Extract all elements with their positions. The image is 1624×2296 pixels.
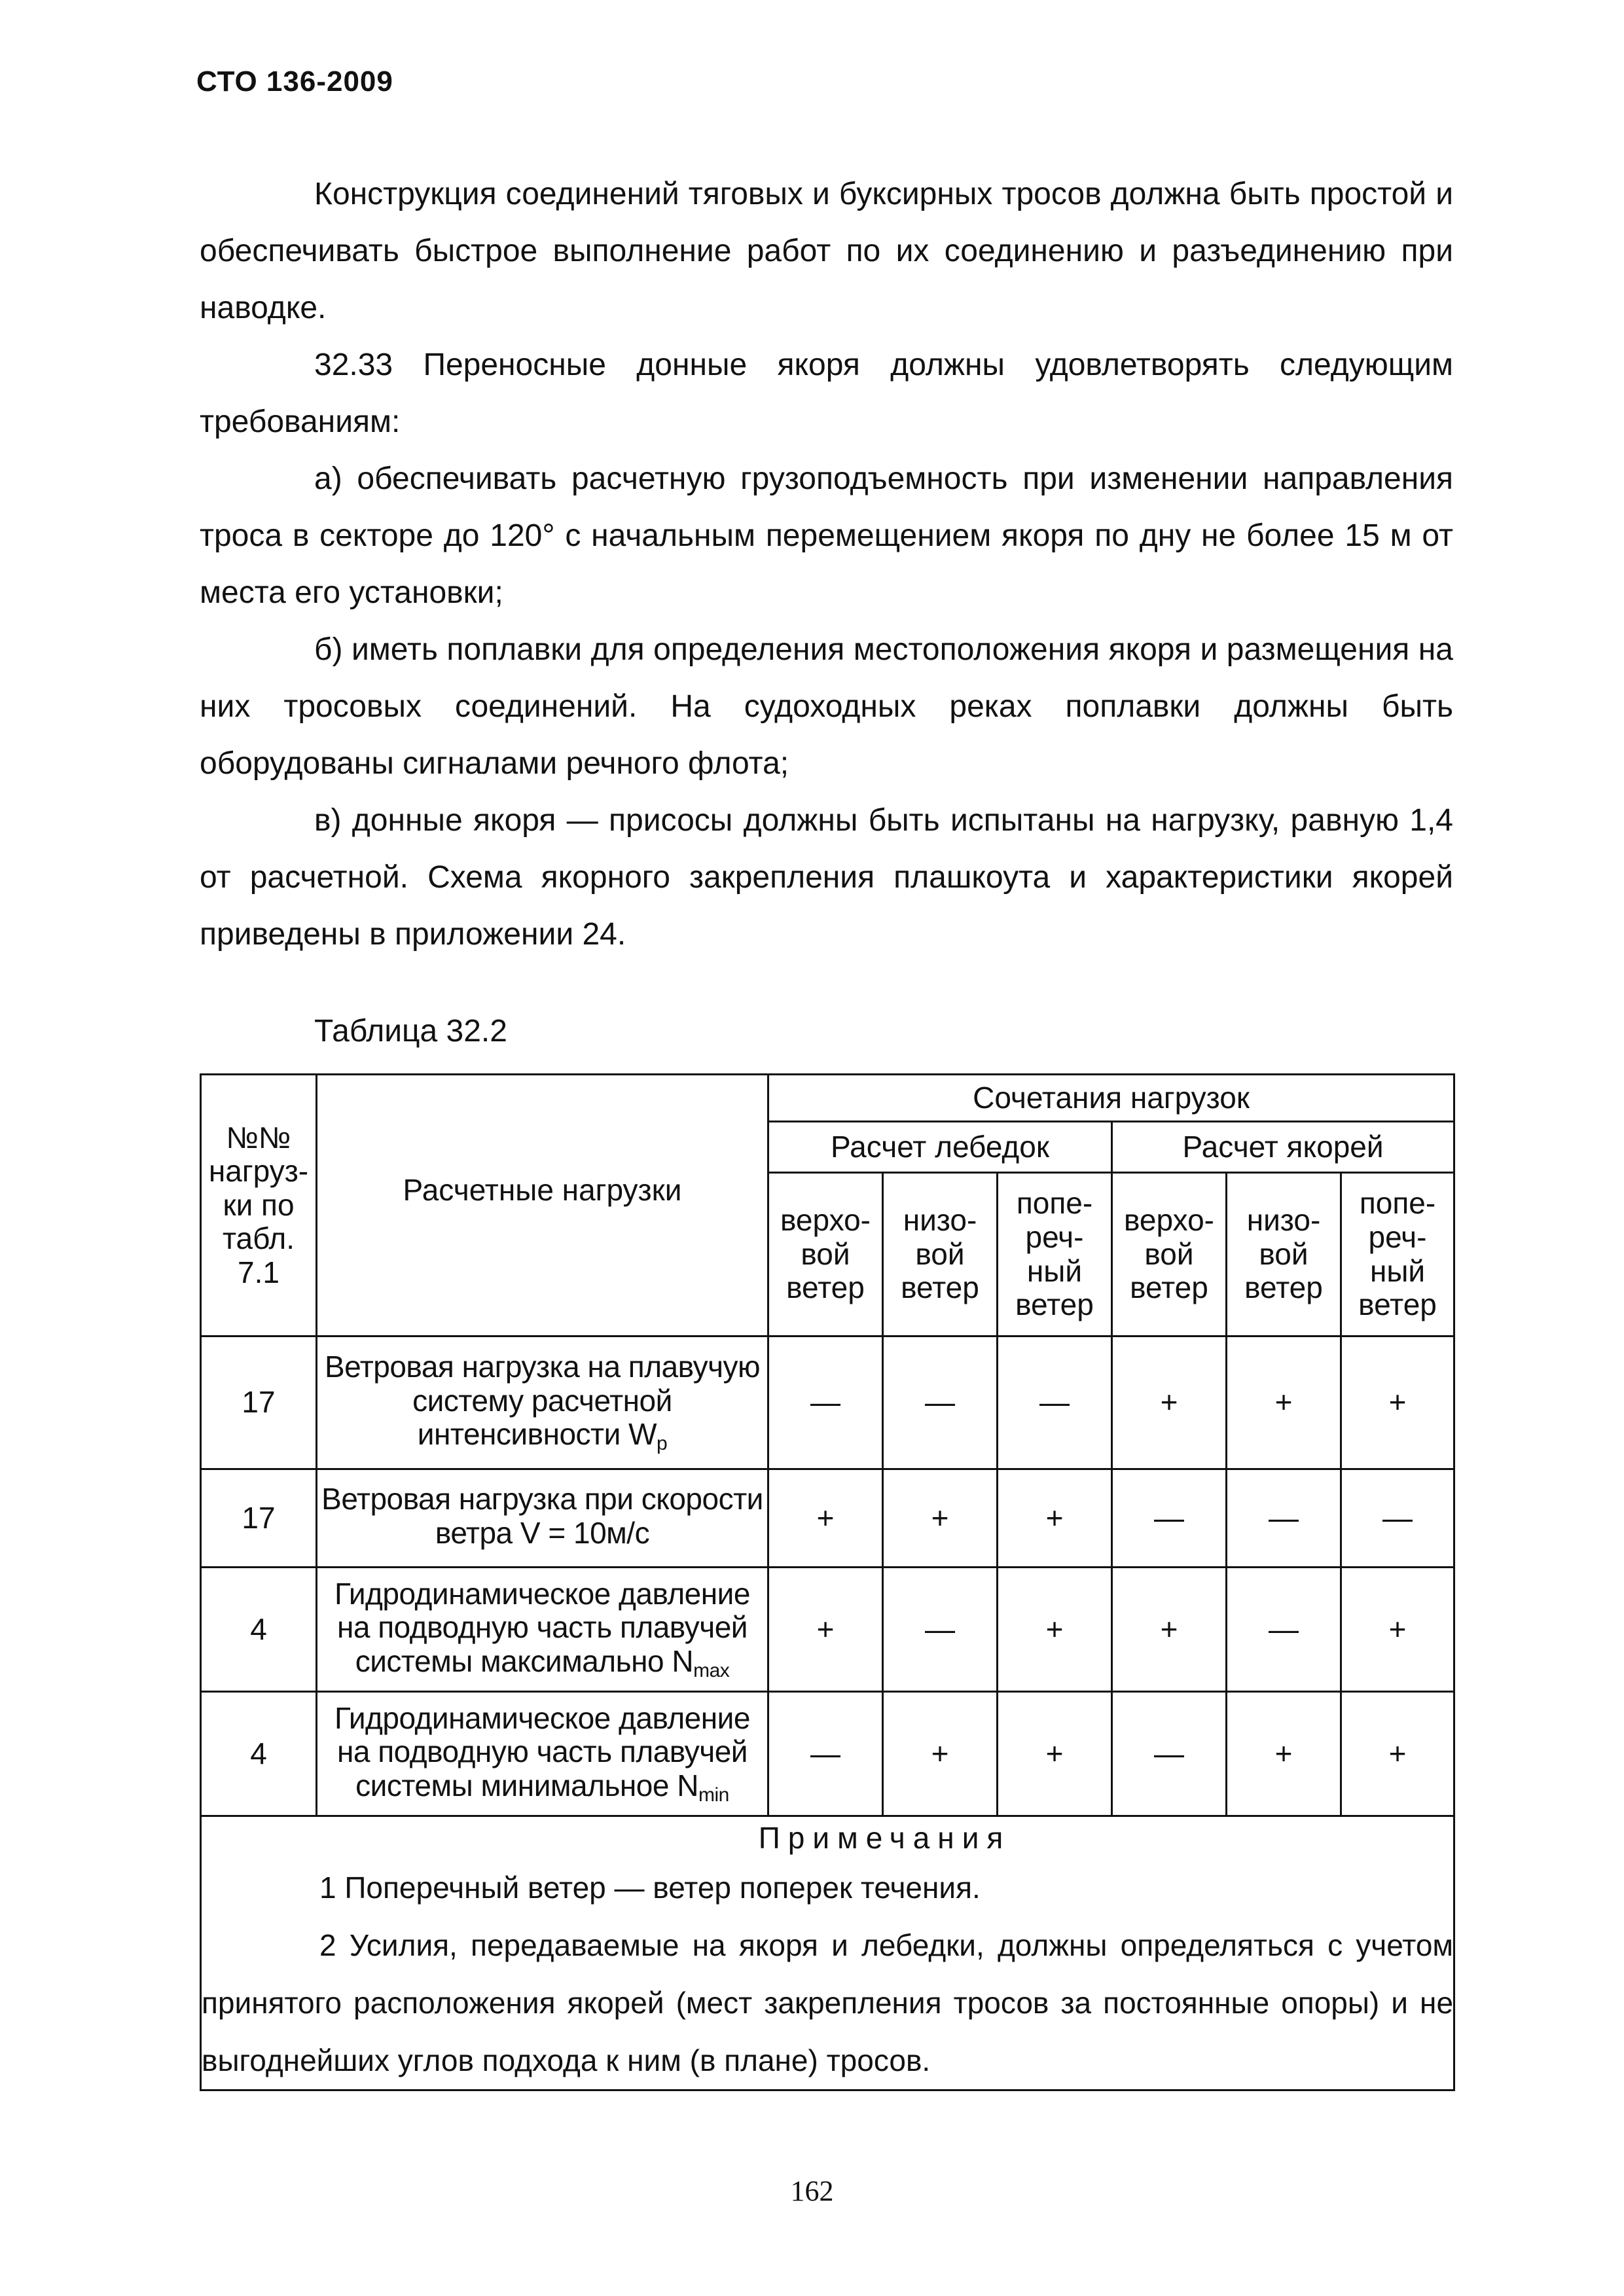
paragraph: 32.33 Переносные донные якоря должны удовлетворять следующим требованиям: xyxy=(200,348,1453,439)
combination-mark: — xyxy=(1112,1469,1227,1568)
load-description: Гидродинамическое давление на подводную часть плавучей системы минимальное $N_{min}$ xyxy=(317,1692,768,1816)
combination-mark: + xyxy=(768,1568,883,1692)
combination-mark: + xyxy=(1341,1692,1454,1816)
note: 2 Усилия, передаваемые на якоря и лебедки, должны определяться с учетом принятого расположения якорей (мест закрепления тросов за постоянные опоры) и не выгоднейших углов подхода к ним (в плане) тросов. xyxy=(202,1928,1454,2077)
loads-table xyxy=(200,1073,1455,2091)
paragraph: Конструкция соединений тяговых и буксирных тросов должна быть простой и обеспечивать быстрое выполнение работ по их соединению и разъединению при наводке. xyxy=(200,177,1453,325)
document-code: СТО 136-2009 xyxy=(196,65,393,98)
body-text xyxy=(200,166,1453,963)
table-caption: Таблица 32.2 xyxy=(314,1014,507,1049)
col-header-load-number: №№ нагруз- ки по табл. 7.1 xyxy=(201,1075,317,1336)
sub-header: верхо- вой ветер xyxy=(768,1173,883,1336)
sub-header: попе- реч- ный ветер xyxy=(1341,1173,1454,1336)
load-number: 17 xyxy=(201,1469,317,1568)
load-number: 4 xyxy=(201,1568,317,1692)
combination-mark: — xyxy=(1112,1692,1227,1816)
table-row xyxy=(201,1336,1454,1469)
combination-mark: — xyxy=(768,1692,883,1816)
combination-mark: — xyxy=(883,1568,998,1692)
combination-mark: — xyxy=(1227,1568,1341,1692)
combination-mark: + xyxy=(883,1469,998,1568)
combination-mark: — xyxy=(998,1336,1112,1469)
sub-header: попе- реч- ный ветер xyxy=(998,1173,1112,1336)
sub-header: низо- вой ветер xyxy=(883,1173,998,1336)
combination-mark: + xyxy=(998,1692,1112,1816)
table-notes xyxy=(201,1816,1454,2090)
sub-header: низо- вой ветер xyxy=(1227,1173,1341,1336)
combination-mark: + xyxy=(1341,1568,1454,1692)
table-row xyxy=(201,1692,1454,1816)
col-header-winch: Расчет лебедок xyxy=(768,1122,1112,1173)
combination-mark: — xyxy=(1341,1469,1454,1568)
load-number: 4 xyxy=(201,1692,317,1816)
load-description: Ветровая нагрузка на плавучую систему расчетной интенсивности $W_p$ xyxy=(317,1336,768,1469)
paragraph: б) иметь поплавки для определения местоположения якоря и размещения на них тросовых соединений. На судоходных реках поплавки должны быть оборудованы сигналами речного флота; xyxy=(200,632,1453,781)
combination-mark: + xyxy=(883,1692,998,1816)
combination-mark: + xyxy=(998,1568,1112,1692)
col-header-loads: Расчетные нагрузки xyxy=(317,1075,768,1336)
col-header-anchor: Расчет якорей xyxy=(1112,1122,1454,1173)
paragraph: в) донные якоря — присосы должны быть испытаны на нагрузку, равную 1,4 от расчетной. Схема якорного закрепления плашкоута и характеристики якорей приведены в приложении 24. xyxy=(200,803,1453,952)
combination-mark: — xyxy=(1227,1469,1341,1568)
table-row xyxy=(201,1568,1454,1692)
notes-title: Примечания xyxy=(758,1821,1011,1855)
notes-row xyxy=(201,1816,1454,2090)
load-description: Ветровая нагрузка при скорости ветра V = 10м/с xyxy=(317,1469,768,1568)
combination-mark: + xyxy=(998,1469,1112,1568)
sub-header: верхо- вой ветер xyxy=(1112,1173,1227,1336)
table-row xyxy=(201,1469,1454,1568)
combination-mark: — xyxy=(883,1336,998,1469)
load-number: 17 xyxy=(201,1336,317,1469)
note: 1 Поперечный ветер — ветер поперек течения. xyxy=(319,1871,981,1905)
combination-mark: + xyxy=(1112,1568,1227,1692)
page-number: 162 xyxy=(790,2175,834,2207)
combination-mark: + xyxy=(768,1469,883,1568)
combination-mark: + xyxy=(1341,1336,1454,1469)
combination-mark: + xyxy=(1227,1336,1341,1469)
load-description: Гидродинамическое давление на подводную часть плавучей системы максимально $N_{max}$ xyxy=(317,1568,768,1692)
combination-mark: + xyxy=(1112,1336,1227,1469)
paragraph: а) обеспечивать расчетную грузоподъемность при изменении направления троса в секторе до 120° с начальным перемещением якоря по дну не более 15 м от места его установки; xyxy=(200,461,1453,610)
combination-mark: — xyxy=(768,1336,883,1469)
combination-mark: + xyxy=(1227,1692,1341,1816)
col-header-combinations: Сочетания нагрузок xyxy=(768,1075,1454,1122)
